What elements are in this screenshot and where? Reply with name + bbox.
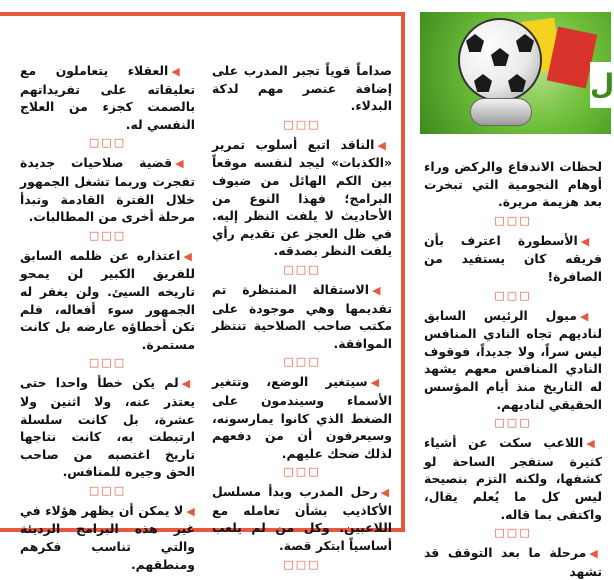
paragraph: ◀مرحلة ما بعد التوقف قد تشهد <box>424 545 602 579</box>
photo-banner-text: ل <box>590 62 611 108</box>
separator: □□□ <box>283 355 321 369</box>
separator: □□□ <box>88 228 127 242</box>
separator: □□□ <box>494 526 532 540</box>
football-icon <box>458 18 542 102</box>
arrow-icon: ◀ <box>371 283 392 297</box>
paragraph: ◀الاستقالة المنتظرة تم تقديمها وهي موجودة على مكتب صاحب الصلاحية تنتظر الموافقة. <box>212 281 392 351</box>
column-right <box>424 158 602 580</box>
paragraph: ◀لا يمكن أن يظهر هؤلاء في غير هذه البرامج الرديئة والتي تناسب فكرهم ومنطقهم. <box>20 502 195 572</box>
paragraph: ◀اللاعب سكت عن أشياء كثيرة ستفجر الساحة لو كشفها، ولكنه التزم بنصيحة ليس كل ما يُعلم يقال، واكتفى بما قاله. <box>424 435 602 522</box>
separator: □□□ <box>283 465 321 479</box>
paragraph: ◀ميول الرئيس السابق لناديهم تجاه النادي المنافس ليس سراً، ولا جديداً، فوقوف النادي المنافس معهم يشهد له التاريخ منذ أيام المؤسس الحقيقي لناديهم. <box>424 307 602 412</box>
arrow-icon: ◀ <box>579 309 602 323</box>
arrow-icon: ◀ <box>171 65 196 78</box>
paragraph: ◀رحل المدرب وبدأ مسلسل الأكاذيب بشأن تعامله مع اللاعبين. وكل من لم يلعب أساسياً ابتكر قصة. <box>212 484 392 554</box>
column-middle <box>212 62 392 576</box>
separator: □□□ <box>283 262 321 276</box>
paragraph: ◀اعتذاره عن ظلمه السابق للفريق الكبير لن يمحو تاريخه السيئ. ولن يغفر له الجمهور سوء أفعاله، فلم تكن أخطاؤه عارضه بل كانت مستمرة. <box>20 247 195 352</box>
separator: □□□ <box>494 288 532 302</box>
column-left <box>20 62 195 573</box>
paragraph: ◀قضية صلاحيات جديدة تفجرت وربما تشغل الجمهور خلال الفترة القادمة وتبدأ مرحلة أخرى من المطالبات. <box>20 155 195 225</box>
arrow-icon: ◀ <box>377 138 393 152</box>
paragraph: ◀الناقد اتبع أسلوب تمرير «الكذبات» ليجد لنفسه موقعاً بين الكم الهائل من ضيوف البرامج؛ فهذا النوع من الأحاديث لا يلفت النظر إليه. في ظل العجز عن تقديم رأي يلفت النظر بصدقه. <box>212 136 393 259</box>
arrow-icon: ◀ <box>589 547 602 561</box>
separator: □□□ <box>494 416 532 430</box>
arrow-icon: ◀ <box>586 437 602 451</box>
arrow-icon: ◀ <box>186 504 195 518</box>
separator: □□□ <box>283 117 321 131</box>
separator: □□□ <box>88 483 127 497</box>
arrow-icon: ◀ <box>183 249 195 263</box>
whistle-icon <box>470 98 532 126</box>
paragraph: صداماً قوياً تجبر المدرب على إضافة عنصر مهم لدكة البدلاء. <box>212 63 392 114</box>
arrow-icon: ◀ <box>370 376 392 390</box>
separator: □□□ <box>283 557 321 571</box>
paragraph: ◀سيتغير الوضع، وتتغير الأسماء وسيندمون على الضغط الذي كانوا يمارسونه، وسيعرفون أن من دفعهم لذلك ضحك عليهم. <box>212 374 392 461</box>
paragraph: ◀العقلاء يتعاملون مع تعليقاته على تفريداتهم بالصمت كجزء من العلاج النفسي له. <box>20 63 196 132</box>
separator: □□□ <box>88 136 127 150</box>
arrow-icon: ◀ <box>181 377 196 391</box>
arrow-icon: ◀ <box>380 486 392 500</box>
separator: □□□ <box>88 356 127 370</box>
paragraph: ◀الأسطورة اعترف بأن فريقه كان يستفيد من الصافرة! <box>424 232 602 284</box>
arrow-icon: ◀ <box>175 157 195 171</box>
arrow-icon: ◀ <box>580 234 602 248</box>
paragraph: لحظات الاندفاع والركض وراء أوهام النجومية التي تبخرت بعد هزيمة مريرة. <box>424 159 602 210</box>
separator: □□□ <box>494 213 532 227</box>
paragraph: ◀لم يكن خطأ واحدا حتى يعتذر عنه، ولا اثنين ولا عشرة، بل كانت سلسلة ارتبطت به، كانت نتاجها تاريخ اغتصبه من صاحب الحق وجيره للمنافس. <box>20 375 196 480</box>
